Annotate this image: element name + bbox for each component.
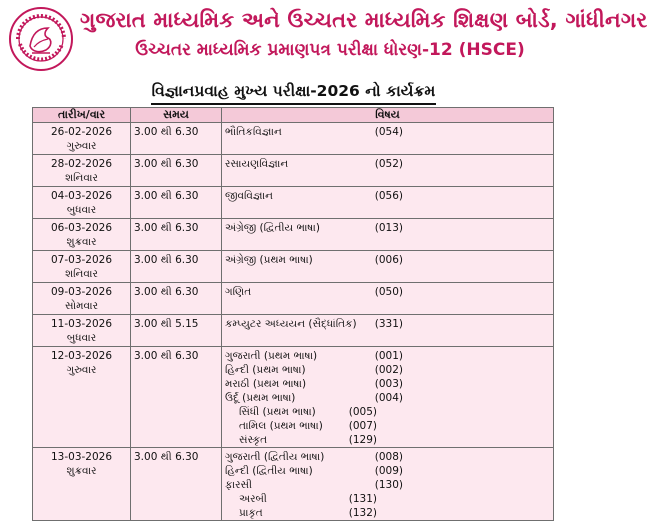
subject-name: અંગ્રેજી (પ્રથમ ભાષા) xyxy=(225,254,313,266)
exam-time: 3.00 થી 6.30 xyxy=(131,283,222,315)
table-row xyxy=(33,123,554,155)
exam-time: 3.00 થી 6.30 xyxy=(131,187,222,219)
exam-day: શુક્રવાર xyxy=(66,236,97,248)
exam-time: 3.00 થી 6.30 xyxy=(131,448,222,521)
exam-date: 04-03-2026 xyxy=(50,190,113,202)
subject-name: અંગ્રેજી (દ્વિતીય ભાષા) xyxy=(225,222,320,234)
table-row xyxy=(33,219,554,251)
table-row xyxy=(33,315,554,347)
exam-day: ગુરુવાર xyxy=(66,364,97,376)
exam-day: બુધવાર xyxy=(66,332,97,344)
exam-time: 3.00 થી 6.30 xyxy=(131,251,222,283)
date-cell xyxy=(33,251,131,283)
subject-name: પ્રાકૃત xyxy=(239,507,263,519)
subject-list xyxy=(225,317,403,331)
exam-time: 3.00 થી 6.30 xyxy=(131,347,222,448)
subject-code: (054) xyxy=(374,126,403,138)
column-header-date: તારીખ/વાર xyxy=(33,108,131,123)
exam-time: 3.00 થી 6.30 xyxy=(131,155,222,187)
subject-code: (002) xyxy=(374,364,403,376)
date-cell xyxy=(33,283,131,315)
subject-list xyxy=(239,405,377,447)
table-row xyxy=(33,187,554,219)
subject-name: સંસ્કૃત xyxy=(239,434,268,446)
subject-item xyxy=(225,189,403,203)
exam-day: બુધવાર xyxy=(66,204,97,216)
subject-cell xyxy=(222,219,554,251)
date-cell xyxy=(33,219,131,251)
title-underline xyxy=(151,103,436,105)
exam-date: 11-03-2026 xyxy=(50,318,113,330)
subject-code: (013) xyxy=(374,222,403,234)
column-header-subject: વિષય xyxy=(222,108,554,123)
subject-name: ફારસી xyxy=(225,479,253,491)
subject-code: (056) xyxy=(374,190,403,202)
date-cell xyxy=(33,347,131,448)
subject-cell xyxy=(222,155,554,187)
subject-list xyxy=(225,189,403,203)
subject-code: (006) xyxy=(374,254,403,266)
date-cell xyxy=(33,315,131,347)
exam-date: 13-03-2026 xyxy=(50,451,113,463)
subject-code: (003) xyxy=(374,378,403,390)
subject-name: અરબી xyxy=(239,493,267,505)
exam-day: શનિવાર xyxy=(65,172,98,184)
date-cell xyxy=(33,155,131,187)
subject-item xyxy=(225,285,403,299)
subject-cell xyxy=(222,251,554,283)
subject-name: ભૌતિકવિજ્ઞાન xyxy=(225,126,282,138)
subject-item xyxy=(225,317,403,331)
table-row xyxy=(33,251,554,283)
subject-item xyxy=(225,391,403,405)
subject-list xyxy=(225,349,403,405)
table-row xyxy=(33,283,554,315)
subject-item xyxy=(225,450,403,464)
subject-list xyxy=(225,221,403,235)
subject-code: (008) xyxy=(374,451,403,463)
subject-item xyxy=(239,506,377,520)
date-cell xyxy=(33,123,131,155)
subject-list xyxy=(225,285,403,299)
subject-name: હિન્દી (પ્રથમ ભાષા) xyxy=(225,364,306,376)
subject-code: (331) xyxy=(374,318,403,330)
subject-list xyxy=(225,157,403,171)
subject-list xyxy=(225,125,403,139)
subject-name: રસાયણવિજ્ઞાન xyxy=(225,158,289,170)
schedule-title-text: વિજ્ઞાનપ્રવાહ મુખ્ય પરીક્ષા-2026 નો કાર્યક્રમ xyxy=(151,82,436,100)
certificate-exam-heading: ઉચ્ચતર માધ્યમિક પ્રમાણપત્ર પરીક્ષા ધોરણ-12 (HSCE) xyxy=(135,40,525,60)
column-header-time: સમય xyxy=(131,108,222,123)
subject-list xyxy=(225,253,403,267)
subject-name: હિન્દી (દ્વિતીય ભાષા) xyxy=(225,465,313,477)
subject-name: ગુજરાતી (દ્વિતીય ભાષા) xyxy=(225,451,325,463)
subject-item xyxy=(225,478,403,492)
table-row xyxy=(33,155,554,187)
exam-day: શનિવાર xyxy=(65,268,98,280)
board-name-heading: ગુજરાત માધ્યમિક અને ઉચ્ચતર માધ્યમિક શિક્ષણ બોર્ડ, ગાંધીનગર xyxy=(80,8,647,32)
exam-date: 06-03-2026 xyxy=(50,222,113,234)
subject-item xyxy=(225,464,403,478)
subject-cell xyxy=(222,448,554,521)
subject-name: જીવવિજ્ઞાન xyxy=(225,190,273,202)
subject-name: ગુજરાતી (પ્રથમ ભાષા) xyxy=(225,350,318,362)
exam-date: 07-03-2026 xyxy=(50,254,113,266)
subject-name: ગણિત xyxy=(225,286,252,298)
exam-time: 3.00 થી 6.30 xyxy=(131,219,222,251)
subject-cell xyxy=(222,283,554,315)
subject-code: (050) xyxy=(374,286,403,298)
subject-cell xyxy=(222,315,554,347)
subject-code: (004) xyxy=(374,392,403,404)
subject-name: કમ્પ્યુટર અધ્યયન (સૈદ્ધાંતિક) xyxy=(225,318,357,330)
subject-cell xyxy=(222,187,554,219)
subject-code: (130) xyxy=(374,479,403,491)
exam-time: 3.00 થી 5.15 xyxy=(131,315,222,347)
subject-code: (005) xyxy=(348,406,377,418)
subject-item xyxy=(225,377,403,391)
exam-date: 28-02-2026 xyxy=(50,158,113,170)
subject-item xyxy=(225,221,403,235)
date-cell xyxy=(33,187,131,219)
subject-name: તામિલ (પ્રથમ ભાષા) xyxy=(239,420,323,432)
subject-code: (132) xyxy=(348,507,377,519)
subject-code: (131) xyxy=(348,493,377,505)
subject-name: ઉર્દૂ (પ્રથમ ભાષા) xyxy=(225,392,296,404)
subject-item xyxy=(225,349,403,363)
date-cell xyxy=(33,448,131,521)
subject-item xyxy=(239,492,377,506)
subject-code: (052) xyxy=(374,158,403,170)
subject-item xyxy=(225,253,403,267)
exam-time: 3.00 થી 6.30 xyxy=(131,123,222,155)
subject-item xyxy=(239,405,377,419)
exam-day: સોમવાર xyxy=(64,300,99,312)
exam-day: શુક્રવાર xyxy=(66,465,97,477)
exam-date: 12-03-2026 xyxy=(50,350,113,362)
exam-schedule-table xyxy=(32,107,554,521)
subject-item xyxy=(239,419,377,433)
subject-code: (001) xyxy=(374,350,403,362)
subject-code: (007) xyxy=(348,420,377,432)
subject-code: (009) xyxy=(374,465,403,477)
subject-cell xyxy=(222,123,554,155)
exam-date: 09-03-2026 xyxy=(50,286,113,298)
board-emblem-icon xyxy=(8,6,74,72)
subject-list xyxy=(225,450,403,492)
subject-name: સિંધી (પ્રથમ ભાષા) xyxy=(239,406,316,418)
subject-list xyxy=(239,492,377,520)
subject-item xyxy=(225,157,403,171)
table-header-row xyxy=(33,108,554,123)
subject-item xyxy=(225,363,403,377)
exam-date: 26-02-2026 xyxy=(50,126,113,138)
subject-code: (129) xyxy=(348,434,377,446)
exam-day: ગુરુવાર xyxy=(66,140,97,152)
table-row xyxy=(33,347,554,448)
subject-item xyxy=(225,125,403,139)
table-row xyxy=(33,448,554,521)
subject-cell xyxy=(222,347,554,448)
subject-name: મરાઠી (પ્રથમ ભાષા) xyxy=(225,378,307,390)
subject-item xyxy=(239,433,377,447)
schedule-title xyxy=(0,82,587,105)
